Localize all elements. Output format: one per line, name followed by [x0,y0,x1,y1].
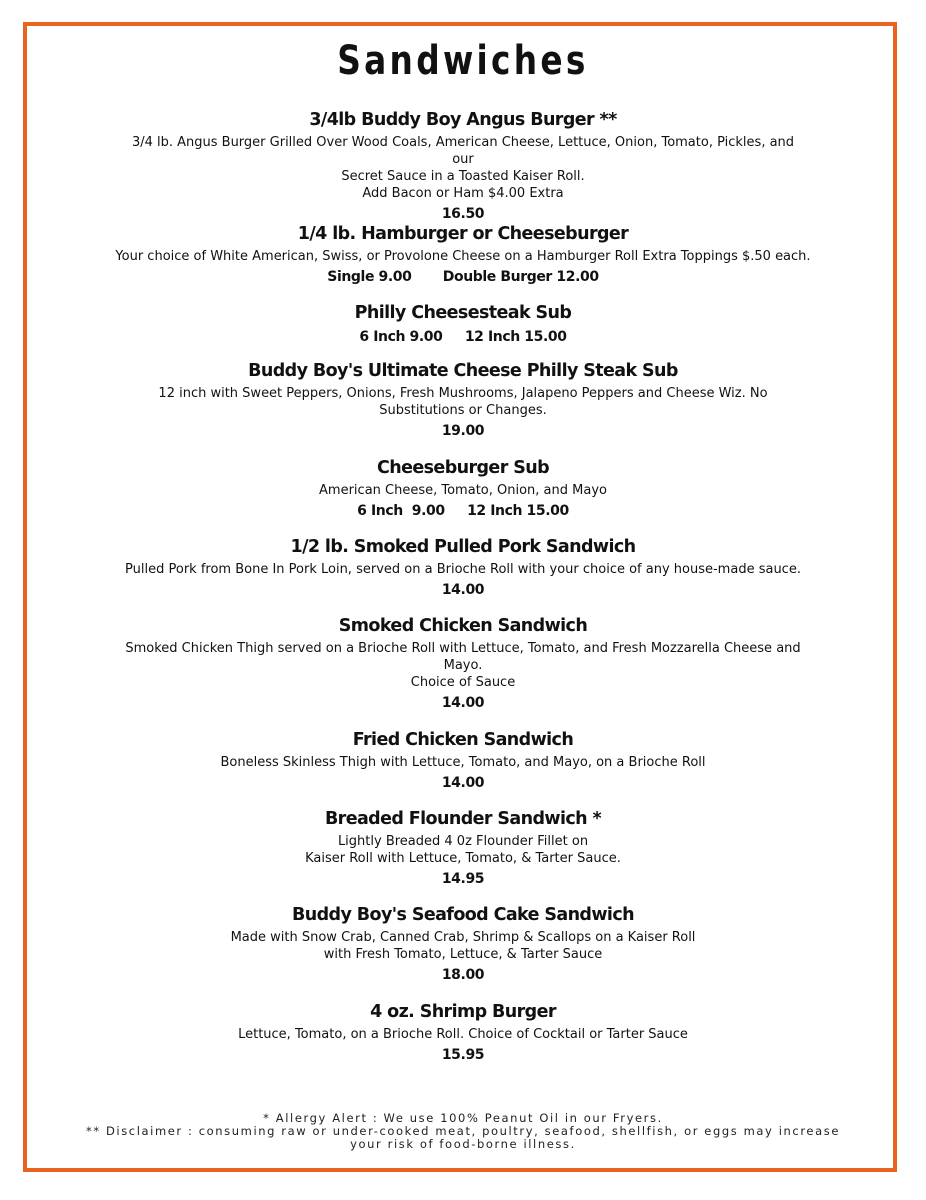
item-name: Buddy Boy's Seafood Cake Sandwich [292,905,634,925]
menu-item [0,222,926,287]
item-description: 12 inch with Sweet Peppers, Onions, Fresh Mushrooms, Jalapeno Peppers and Cheese Wiz. No Substitutions or Changes. [158,386,768,418]
disclaimer-text: ** Disclaimer : consuming raw or under-cooked meat, poultry, seafood, shellfish, or eggs may increase your risk of food-borne illness. [85,1124,840,1151]
item-name: Cheeseburger Sub [376,458,550,478]
menu-item [0,1000,926,1065]
page-title: Sandwiches [337,38,589,84]
item-name: 3/4lb Buddy Boy Angus Burger ** [309,110,617,130]
item-price: 14.00 [441,775,485,791]
item-price: 14.00 [441,695,485,711]
item-description: 3/4 lb. Angus Burger Grilled Over Wood Coals, American Cheese, Lettuce, Onion, Tomato, Pickles, and our Secret Sauce in a Toasted Kaiser Roll. Add Bacon or Ham $4.00 Extra [131,135,795,201]
item-price: 14.95 [441,871,485,887]
item-price: 19.00 [441,423,485,439]
item-description: Lightly Breaded 4 0z Flounder Fillet on Kaiser Roll with Lettuce, Tomato, & Tarter Sauce. [305,834,621,866]
menu-item [0,108,926,224]
item-name: 1/2 lb. Smoked Pulled Pork Sandwich [290,537,636,557]
item-price: 18.00 [441,967,485,983]
item-name: Buddy Boy's Ultimate Cheese Philly Steak Sub [248,361,678,381]
item-price: 6 Inch 9.00 12 Inch 15.00 [359,329,567,345]
menu-item [0,359,926,441]
menu-item [0,807,926,889]
item-price: 15.95 [441,1047,485,1063]
item-name: 1/4 lb. Hamburger or Cheeseburger [297,224,629,244]
item-price: 6 Inch 9.00 12 Inch 15.00 [357,503,569,519]
item-name: Smoked Chicken Sandwich [338,616,588,636]
item-price: 16.50 [441,206,485,222]
item-description: Made with Snow Crab, Canned Crab, Shrimp & Scallops on a Kaiser Roll with Fresh Tomato, Lettuce, & Tarter Sauce [230,930,696,962]
item-description: Pulled Pork from Bone In Pork Loin, served on a Brioche Roll with your choice of any house-made sauce. [125,562,801,577]
menu-item [0,728,926,793]
item-description: Your choice of White American, Swiss, or Provolone Cheese on a Hamburger Roll Extra Toppings $.50 each. [115,249,811,264]
item-description: American Cheese, Tomato, Onion, and Mayo [319,483,607,498]
item-name: Fried Chicken Sandwich [352,730,574,750]
menu-item [0,614,926,713]
footer-notes [0,1112,926,1151]
menu-item [0,456,926,521]
item-price: 14.00 [441,582,485,598]
item-name: Breaded Flounder Sandwich * [324,809,602,829]
item-description: Lettuce, Tomato, on a Brioche Roll. Choice of Cocktail or Tarter Sauce [238,1027,688,1042]
allergy-alert: * Allergy Alert : We use 100% Peanut Oil in our Fryers. [263,1111,663,1125]
menu-item [0,903,926,985]
item-description: Smoked Chicken Thigh served on a Brioche Roll with Lettuce, Tomato, and Fresh Mozzarella Cheese and Mayo. Choice of Sauce [125,641,801,690]
item-name: Philly Cheesesteak Sub [354,303,572,323]
item-name: 4 oz. Shrimp Burger [370,1002,556,1022]
menu-item [0,535,926,600]
item-price: Single 9.00 Double Burger 12.00 [327,269,599,285]
item-description: Boneless Skinless Thigh with Lettuce, Tomato, and Mayo, on a Brioche Roll [220,755,706,770]
menu-item [0,301,926,347]
